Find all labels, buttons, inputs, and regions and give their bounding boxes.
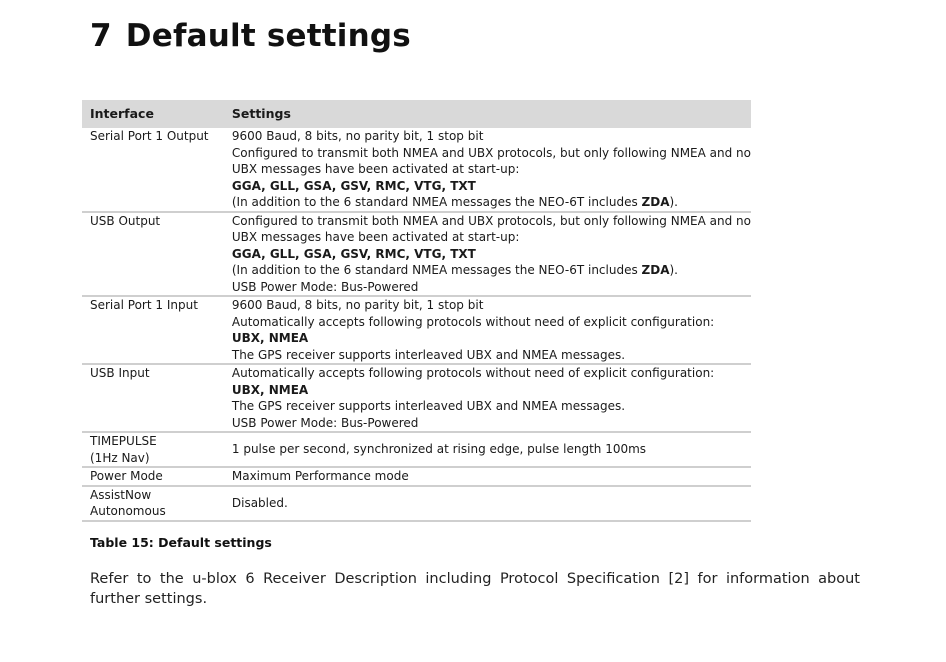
- interface-cell: [82, 364, 224, 432]
- header-interface: Interface: [82, 100, 224, 128]
- interface-label: Serial Port 1 Input: [90, 298, 198, 312]
- table-row: [82, 212, 751, 297]
- settings-line: UBX, NMEA: [231, 331, 309, 345]
- default-settings-table: [82, 100, 751, 522]
- interface-label: Power Mode: [90, 469, 163, 483]
- settings-cell: [224, 128, 751, 212]
- settings-line: USB Power Mode: Bus-Powered: [231, 279, 419, 294]
- settings-line: 9600 Baud, 8 bits, no parity bit, 1 stop bit: [231, 129, 484, 143]
- interface-label: TIMEPULSE: [90, 434, 157, 448]
- settings-line: GGA, GLL, GSA, GSV, RMC, VTG, TXT: [231, 246, 476, 261]
- interface-cell: [82, 212, 224, 297]
- settings-line-emphasis: ZDA: [641, 195, 670, 209]
- settings-cell: [224, 467, 751, 486]
- settings-line: UBX messages have been activated at start-up:: [231, 230, 520, 244]
- table-header-row: [82, 100, 751, 128]
- settings-cell: [224, 486, 751, 521]
- header-settings: Settings: [224, 100, 751, 128]
- settings-line: USB Power Mode: Bus-Powered: [231, 415, 419, 430]
- settings-line: UBX messages have been activated at start-up:: [231, 162, 520, 176]
- settings-line: Automatically accepts following protocols without need of explicit configuration:: [231, 314, 715, 329]
- section-number: 7: [90, 18, 112, 54]
- table-row: [82, 467, 751, 486]
- settings-line: [232, 194, 751, 211]
- settings-line-part: (In addition to the 6 standard NMEA messages the NEO-6T includes: [231, 263, 642, 277]
- settings-cell: [224, 364, 751, 432]
- table-body: [82, 128, 751, 521]
- settings-line: [232, 262, 751, 279]
- interface-cell: [82, 128, 224, 212]
- table-row: [82, 296, 751, 364]
- settings-cell: [224, 296, 751, 364]
- settings-line: Configured to transmit both NMEA and UBX protocols, but only following NMEA and no: [231, 213, 751, 228]
- settings-line: UBX, NMEA: [231, 382, 309, 397]
- interface-label: USB Input: [90, 366, 150, 380]
- settings-cell: [224, 212, 751, 297]
- settings-line-part: ).: [669, 195, 678, 209]
- interface-label: (1Hz Nav): [90, 450, 150, 465]
- interface-cell: [82, 486, 224, 521]
- interface-cell: [82, 432, 224, 467]
- interface-cell: [82, 467, 224, 486]
- settings-line-part: (In addition to the 6 standard NMEA messages the NEO-6T includes: [231, 195, 642, 209]
- table-row: [82, 432, 751, 467]
- settings-line: Configured to transmit both NMEA and UBX protocols, but only following NMEA and no: [231, 145, 751, 160]
- settings-line: The GPS receiver supports interleaved UBX and NMEA messages.: [231, 399, 626, 413]
- interface-label: Serial Port 1 Output: [90, 129, 209, 143]
- settings-line: 1 pulse per second, synchronized at rising edge, pulse length 100ms: [231, 442, 647, 457]
- interface-label: AssistNow: [90, 487, 152, 502]
- interface-cell: [82, 296, 224, 364]
- settings-line: Maximum Performance mode: [231, 469, 409, 483]
- settings-line-emphasis: ZDA: [641, 263, 670, 277]
- settings-line-part: ).: [669, 263, 678, 277]
- settings-line: GGA, GLL, GSA, GSV, RMC, VTG, TXT: [231, 178, 476, 193]
- interface-label: Autonomous: [90, 504, 166, 518]
- settings-line: 9600 Baud, 8 bits, no parity bit, 1 stop bit: [231, 298, 484, 312]
- settings-line: Automatically accepts following protocols without need of explicit configuration:: [231, 366, 715, 380]
- body-paragraph: Refer to the u-blox 6 Receiver Description including Protocol Specification [2] for information about further settings.: [90, 571, 860, 607]
- page-title: [90, 18, 411, 54]
- table-caption: Table 15: Default settings: [90, 535, 272, 550]
- settings-line: Disabled.: [231, 495, 288, 510]
- table-row: [82, 128, 751, 212]
- settings-cell: [224, 432, 751, 467]
- section-title: Default settings: [125, 18, 411, 54]
- table-row: [82, 364, 751, 432]
- interface-label: USB Output: [90, 213, 161, 228]
- settings-line: The GPS receiver supports interleaved UBX and NMEA messages.: [231, 347, 626, 362]
- table-row: [82, 486, 751, 521]
